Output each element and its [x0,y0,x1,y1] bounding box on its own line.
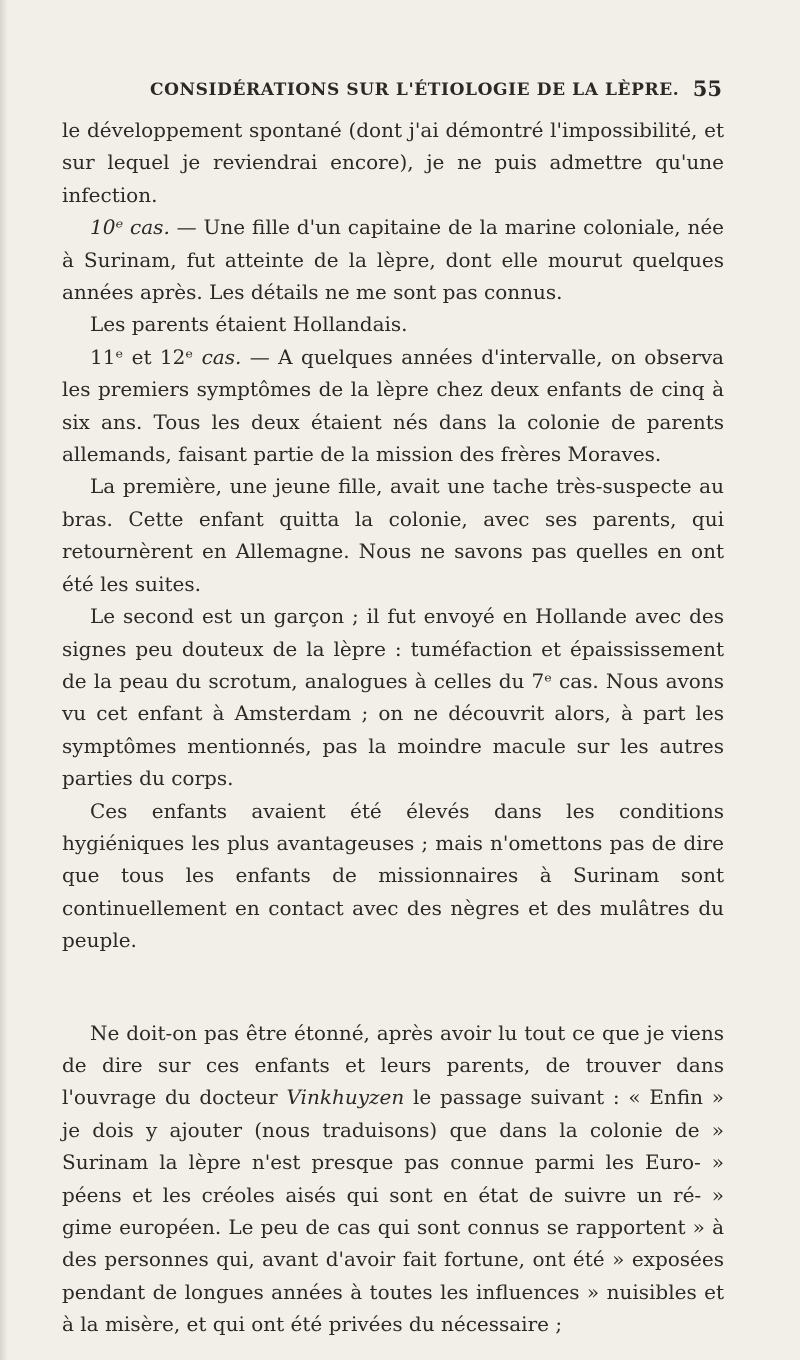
paragraph-first-child: La première, une jeune fille, avait une tache très-suspecte au bras. Cette enfant quitta la colonie, avec ses parents, qui retournèrent en Allemagne. Nous ne savons pas quelles en ont été les suites. [62,474,724,596]
body-text [62,114,724,1341]
case-label: cas. [201,344,242,369]
paragraph-second-child: Le second est un garçon ; il fut envoyé en Hollande avec des signes peu douteux de la lèpre : tuméfaction et épaississement de la peau du scrotum, analogues à celles du 7ᵉ cas. Nous avons vu cet enfant à Amsterdam ; on ne découvrit alors, à part les symptômes mentionnés, pas la moindre macule sur les autres parties du corps. [62,604,724,791]
paragraph-case-10 [62,211,724,308]
author-name: Vinkhuyzen [286,1085,405,1110]
page-number: 55 [692,76,722,101]
case-text: — A quelques années d'intervalle, on observa les premiers symptômes de la lèpre chez deux enfants de cinq à six ans. Tous les deux étaient nés dans la colonie de parents allemands, faisant partie de la mission des frères Moraves. [62,344,724,467]
page-header [62,76,722,104]
quote-intro: Ne doit-on pas être étonné, après avoir lu tout ce que je viens de dire sur ces enfants et leurs parents, de trouver dans l'ouvrage du docteur [62,1020,724,1110]
paragraph-conditions: Ces enfants avaient été élevés dans les conditions hygiéniques les plus avantageuses ; mais n'omettons pas de dire que tous les enfants de missionnaires à Surinam sont continuellement en contact avec des nègres et des mulâtres du peuple. [62,798,724,953]
paragraph-vinkhuyzen-quote [62,1017,724,1341]
paragraph-case-11-12 [62,341,724,471]
case-label: 10ᵉ cas. [90,215,170,240]
case-number: 11ᵉ et 12ᵉ [90,344,202,369]
paragraph-parents: Les parents étaient Hollandais. [90,312,408,337]
quote-text: le passage suivant : « Enfin » je dois y ajouter (nous traduisons) que dans la colonie de » Surinam la lèpre n'est presque pas connue parmi les Euro- » péens et les créoles aisés qui sont en état de suivre un ré- » gime européen. Le peu de cas qui sont connus se rapportent » à des personnes qui, avant d'avoir fait fortune, ont été » exposées pendant de longues années à toutes les influences » nuisibles et à la misère, et qui ont été privées du nécessaire ; [62,1085,724,1337]
paragraph-continuation: le développement spontané (dont j'ai démontré l'impossibilité, et sur lequel je reviendrai encore), je ne puis admettre qu'une infection. [62,118,724,207]
running-head: CONSIDÉRATIONS SUR L'ÉTIOLOGIE DE LA LÈPRE. [150,80,680,100]
section-gap [62,957,724,1017]
case-text: — Une fille d'un capitaine de la marine coloniale, née à Surinam, fut atteinte de la lèpre, dont elle mourut quelques années après. Les détails ne me sont pas connus. [62,215,725,305]
